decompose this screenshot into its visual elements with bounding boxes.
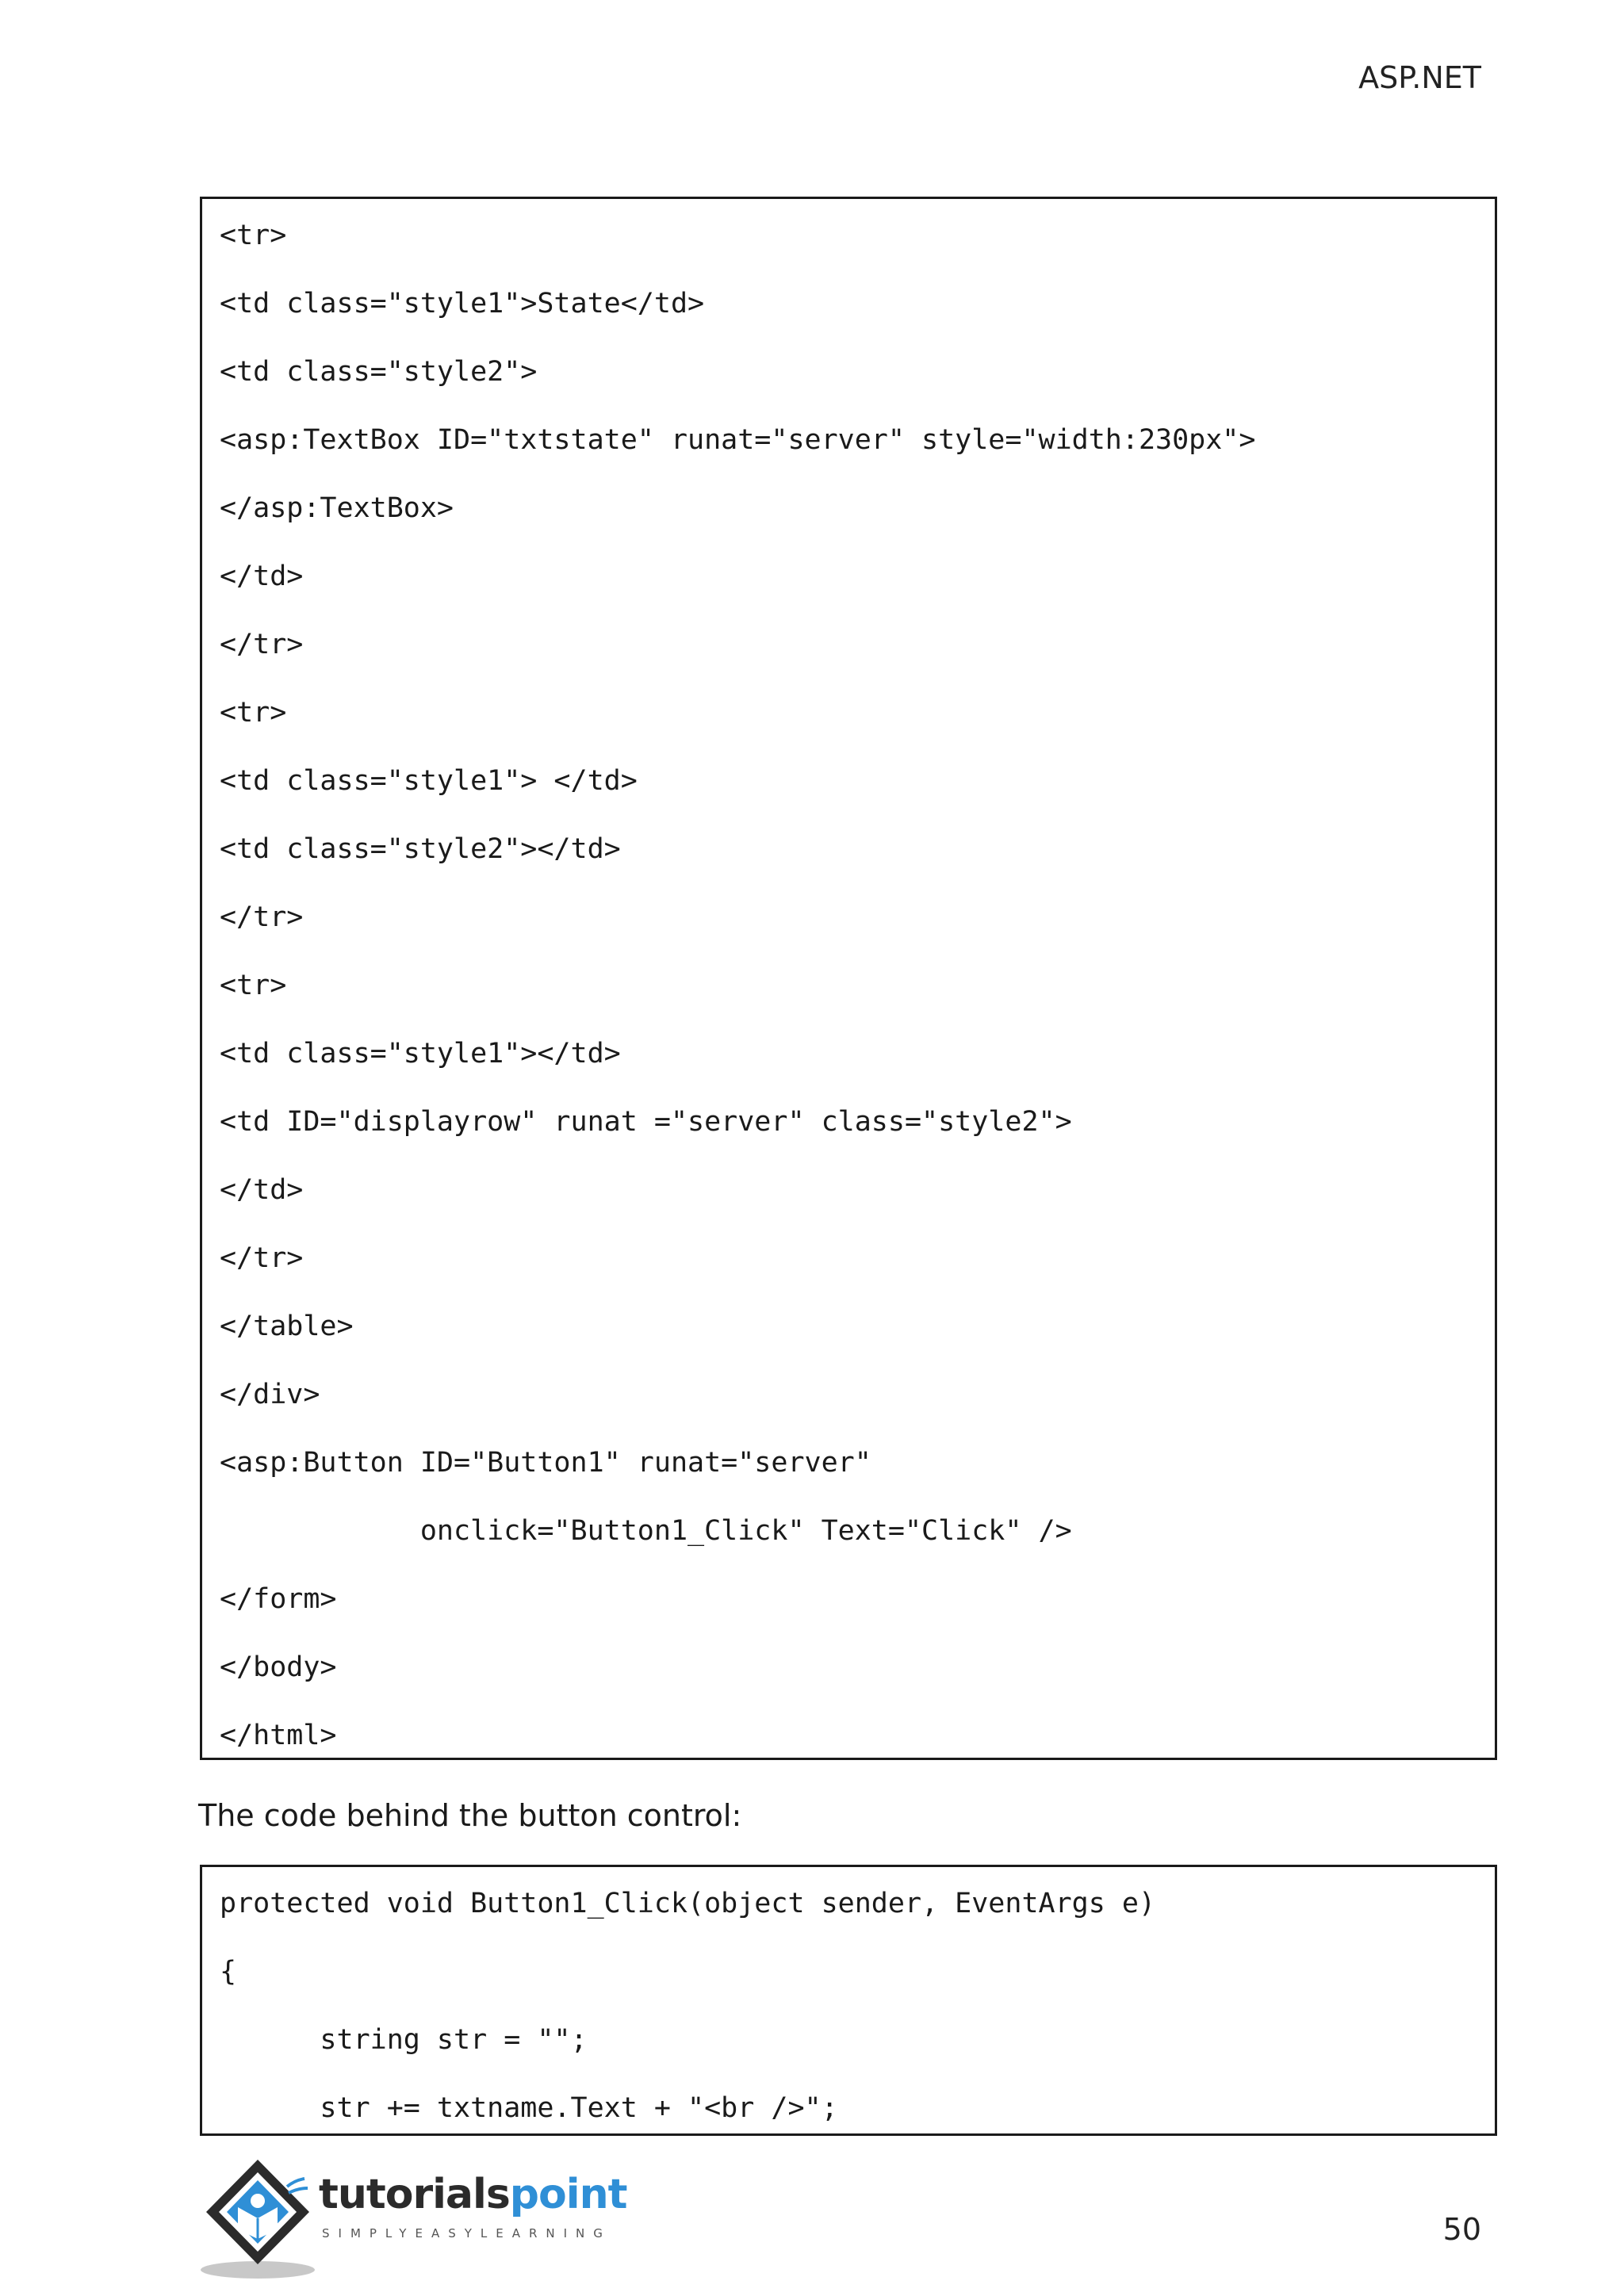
logo-text-point: point (509, 2171, 627, 2218)
tutorialspoint-logo (198, 2155, 626, 2282)
code-line: <td class="style2"> (220, 356, 538, 388)
logo-text-tutorials: tutorials (319, 2171, 510, 2218)
code-line: <tr> (220, 220, 287, 251)
code-block-markup (200, 197, 1497, 1760)
code-line: <td ID="displayrow" runat ="server" class="style2"> (220, 1106, 1072, 1138)
code-line: </body> (220, 1651, 337, 1683)
code-line: </div> (220, 1379, 320, 1410)
code-line: <asp:Button ID="Button1" runat="server" (220, 1447, 871, 1479)
code-line: <tr> (220, 970, 287, 1001)
code-line: </html> (220, 1720, 337, 1751)
code-line: <td class="style2"></td> (220, 833, 621, 865)
code-line: <asp:TextBox ID="txtstate" runat="server" style="width:230px"> (220, 424, 1256, 456)
logo-emblem-icon (198, 2155, 317, 2282)
page-header-title: ASP.NET (1358, 60, 1481, 95)
code-line: </tr> (220, 629, 304, 660)
code-line: <td class="style1">State</td> (220, 288, 705, 320)
code-line: protected void Button1_Click(object sender, EventArgs e) (220, 1888, 1156, 1919)
code-line: <tr> (220, 697, 287, 729)
logo-tagline: SIMPLYEASYLEARNING (322, 2226, 611, 2241)
code-line: </tr> (220, 1242, 304, 1274)
code-line: string str = ""; (220, 2024, 588, 2056)
code-line: </tr> (220, 901, 304, 933)
code-line: <td class="style1"> </td> (220, 765, 638, 797)
code-line: </form> (220, 1583, 337, 1615)
code-line: </table> (220, 1311, 354, 1342)
page-number: 50 (1442, 2212, 1481, 2247)
code-block-codebehind (200, 1865, 1497, 2136)
code-line: </asp:TextBox> (220, 492, 454, 524)
code-line: </td> (220, 1174, 304, 1206)
code-line: </td> (220, 561, 304, 592)
logo-wordmark (319, 2171, 626, 2218)
code-line: str += txtname.Text + "<br />"; (220, 2092, 838, 2124)
code-line: onclick="Button1_Click" Text="Click" /> (220, 1515, 1072, 1547)
body-paragraph: The code behind the button control: (198, 1798, 742, 1833)
code-line: { (220, 1956, 237, 1988)
code-line: <td class="style1"></td> (220, 1038, 621, 1070)
